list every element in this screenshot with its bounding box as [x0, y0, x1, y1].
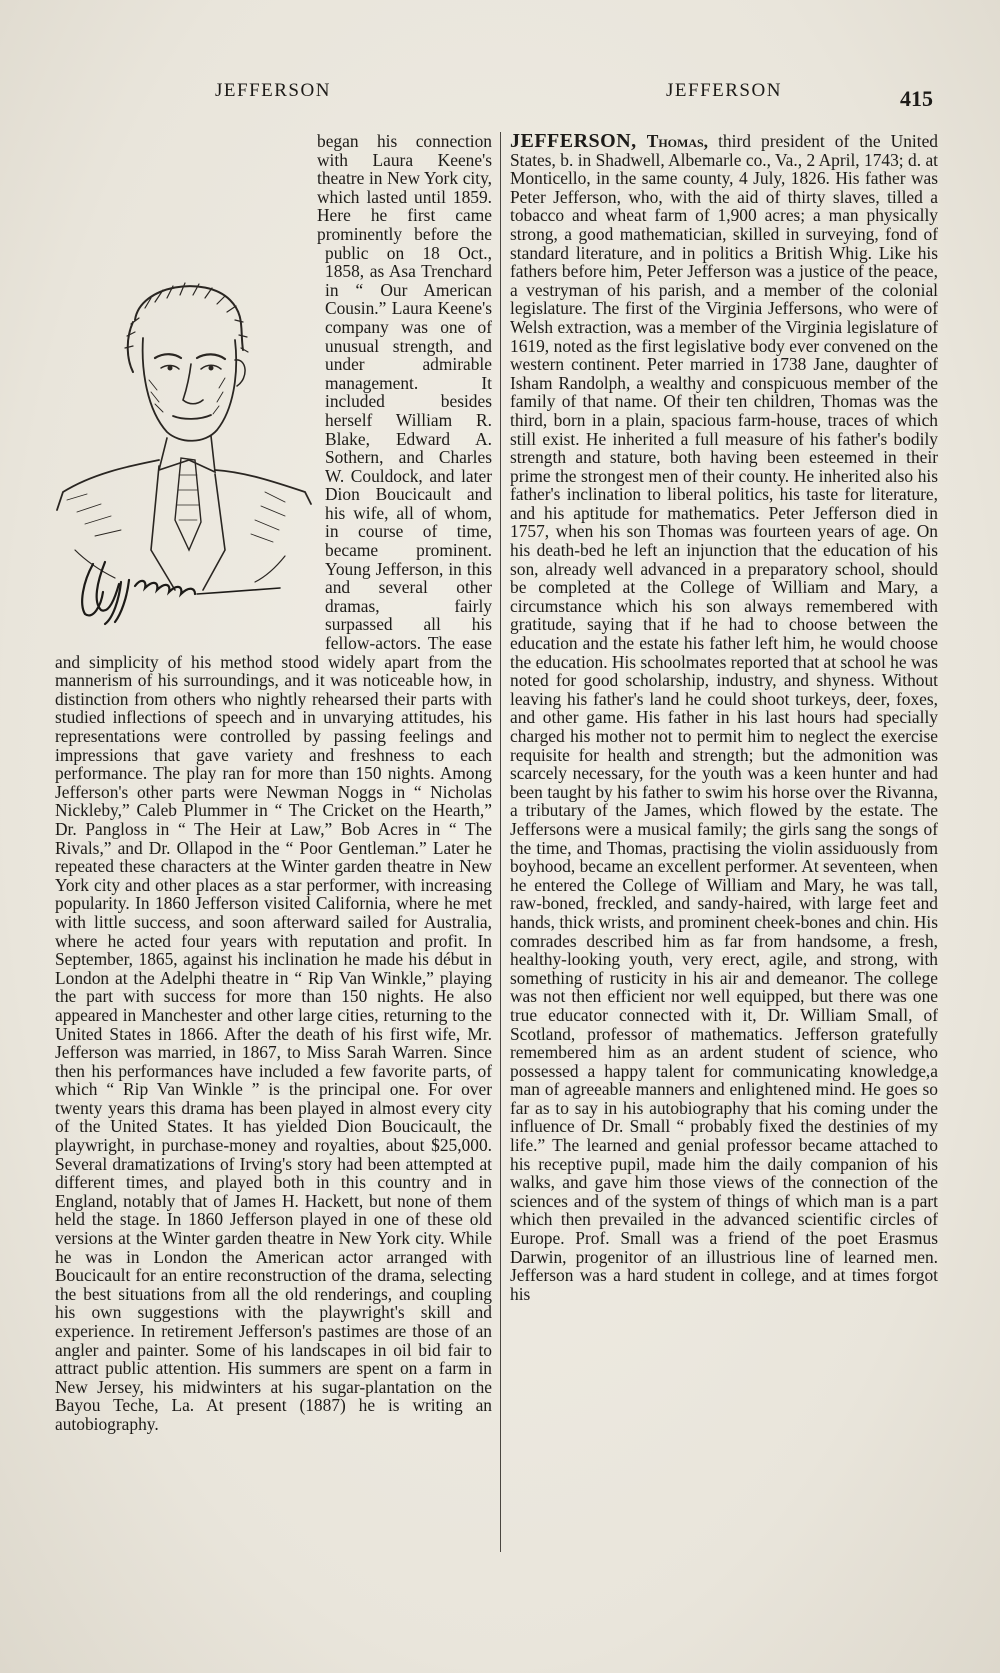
right-column: [510, 132, 938, 1562]
page-number: 415: [900, 86, 933, 111]
biography-entry-jefferson-thomas: [510, 132, 938, 1303]
left-column: [55, 132, 492, 1552]
portrait-top-spacer: [55, 132, 317, 260]
entry-surname: JEFFERSON,: [510, 132, 637, 152]
entry-body-text: third president of the United States, b. in Shadwell, Albemarle co., Va., 2 April, 1743; d. at Monticello, in the same county, 4 July, 1826. His father was Peter Jefferson, who, with the aid of thirty slaves, tilled a tobacco and wheat farm of 1,900 acres; a man physically strong, a good mathematician, skilled in surveying, fond of standard literature, and in politics a British Whig. Like his fathers before him, Peter Jefferson was a justice of the peace, a vestryman of his parish, and a member of the colonial legislature. The first of the Virginia Jeffersons, who were of Welsh extraction, was a member of the Virginia legislature of 1619, noted as the first legislative body ever convened on the western continent. Peter married in 1738 Jane, daughter of Isham Randolph, a wealthy and conspicuous member of the family of that name. Of their ten children, Thomas was the third, born in a plain, spacious farm-house, traces of which still exist. He inherited a full measure of his father's bodily strength and stature, both having been esteemed in their prime the strongest men of their county. He inherited also his father's inclination to liberal politics, his taste for literature, and his aptitude for mathematics. Peter Jefferson died in 1757, when his son Thomas was fourteen years of age. On his death-bed he left an injunction that the education of his son, already well advanced in a preparatory school, should be completed at the College of William and Mary, a circumstance which his son always remembered with gratitude, saying that if he had to choose between the education and the estate his father left him, he would choose the education. His schoolmates reported that at school he was noted for good scholarship, industry, and shyness. Without leaving his father's land he could shoot turkeys, deer, foxes, and other game. His father in his last hours had specially charged his mother not to permit him to neglect the exercise requisite for health and strength; but the admonition was scarcely necessary, for the youth was a keen hunter and had been taught by his father to swim his horse over the Rivanna, a tributary of the James, which flowed by the estate. The Jeffersons were a musical family; the girls sang the songs of the time, and Thomas, practising the violin assiduously from boyhood, became an excellent performer. At seventeen, when he entered the College of William and Mary, he was tall, raw-boned, freckled, and sandy-haired, with large feet and hands, thick wrists, and prominent cheek-bones and chin. His comrades described him as far from handsome, a fresh, healthy-looking youth, very erect, agile, and strong, with something of rusticity in his air and demeanor. The college was not then efficient nor well equipped, but there was one true educator connected with it, Dr. William Small, of Scotland, professor of mathematics. Jefferson gratefully remembered him as an ardent student of science, who possessed a happy talent for communicating knowledge,a man of agreeable manners and enlightened mind. He goes so far as to say in his autobiography that his coming under the influence of Dr. Small “ probably fixed the destinies of my life.” The learned and genial professor became attached to his receptive pupil, made him the daily companion of his walks, and gave him those views of the connection of the sciences and of the system of things of which man is a part which then prevailed in the advanced scientific circles of Europe. Prof. Small was a friend of the poet Erasmus Darwin, progenitor of an illustrious line of learned men. Jefferson was a hard student in college, and at times forgot his: [510, 132, 938, 1304]
column-divider: [500, 132, 501, 1552]
biography-text-left: began his connection with Laura Keene's theatre in New York city, which lasted until 1859. Here he first came prominently before the public on 18 Oct., 1858, as Asa Trenchard in “ Our American Cousin.” Laura Keene's company was one of unusual strength, and under admirable management. It included besides herself William R. Blake, Edward A. Sothern, and Charles W. Couldock, and later Dion Boucicault and his wife, all of whom, in course of time, became prominent. Young Jefferson, in this and several other dramas, fairly surpassed all his fellow-actors. The ease and simplicity of his method stood widely apart from the mannerism of his surroundings, and it was noticeable how, in distinction from others who nightly rehearsed their parts with studied inflections of speech and in unvarying attitudes, his representations were controlled by passing feelings and impressions that gave variety and freshness to each performance. The play ran for more than 150 nights. Among Jefferson's other parts were Newman Noggs in “ Nicholas Nickleby,” Caleb Plummer in “ The Cricket on the Hearth,” Dr. Pangloss in “ The Heir at Law,” Bob Acres in “ The Rivals,” and Dr. Ollapod in the “ Poor Gentleman.” Later he repeated these characters at the Winter garden theatre in New York city and other places as a star performer, with increasing popularity. In 1860 Jefferson visited California, where he met with little success, and soon afterward sailed for Australia, where he acted four years with reputation and profit. In September, 1865, against his inclination he made his début in London at the Adelphi theatre in “ Rip Van Winkle,” playing the part with success for more than 150 nights. He also appeared in Manchester and other large cities, returning to the United States in 1866. After the death of his first wife, Mr. Jefferson was married, in 1867, to Miss Sarah Warren. Since then his performances have included a few favorite parts, of which “ Rip Van Winkle ” is the principal one. For over twenty years this drama has been played in almost every city of the United States. It has yielded Dion Boucicault, the playwright, in purchase-money and royalties, about $25,000. Several dramatizations of Irving's story had been attempted at different times, and played both in this country and in England, notably that of James H. Hackett, but none of them held the stage. In 1860 Jefferson played in one of these old versions at the Winter garden theatre in New York city. While he was in London the American actor arranged with Boucicault for an entire reconstruction of the drama, selecting the best situations from all the old renderings, and coupling his own suggestions with the playwright's skill and experience. In retirement Jefferson's pastimes are those of an angler and painter. Some of his landscapes in oil bid fair to attract public attention. His summers are spent on a farm in New Jersey, his midwinters at his sugar-plantation on the Bayou Teche, La. At present (1887) he is writing an autobiography.: [55, 132, 492, 1434]
entry-given-name: Thomas,: [646, 132, 709, 151]
signature-image: [75, 552, 285, 627]
running-head-left: JEFFERSON: [215, 80, 331, 101]
running-head-right: JEFFERSON: [666, 80, 782, 101]
